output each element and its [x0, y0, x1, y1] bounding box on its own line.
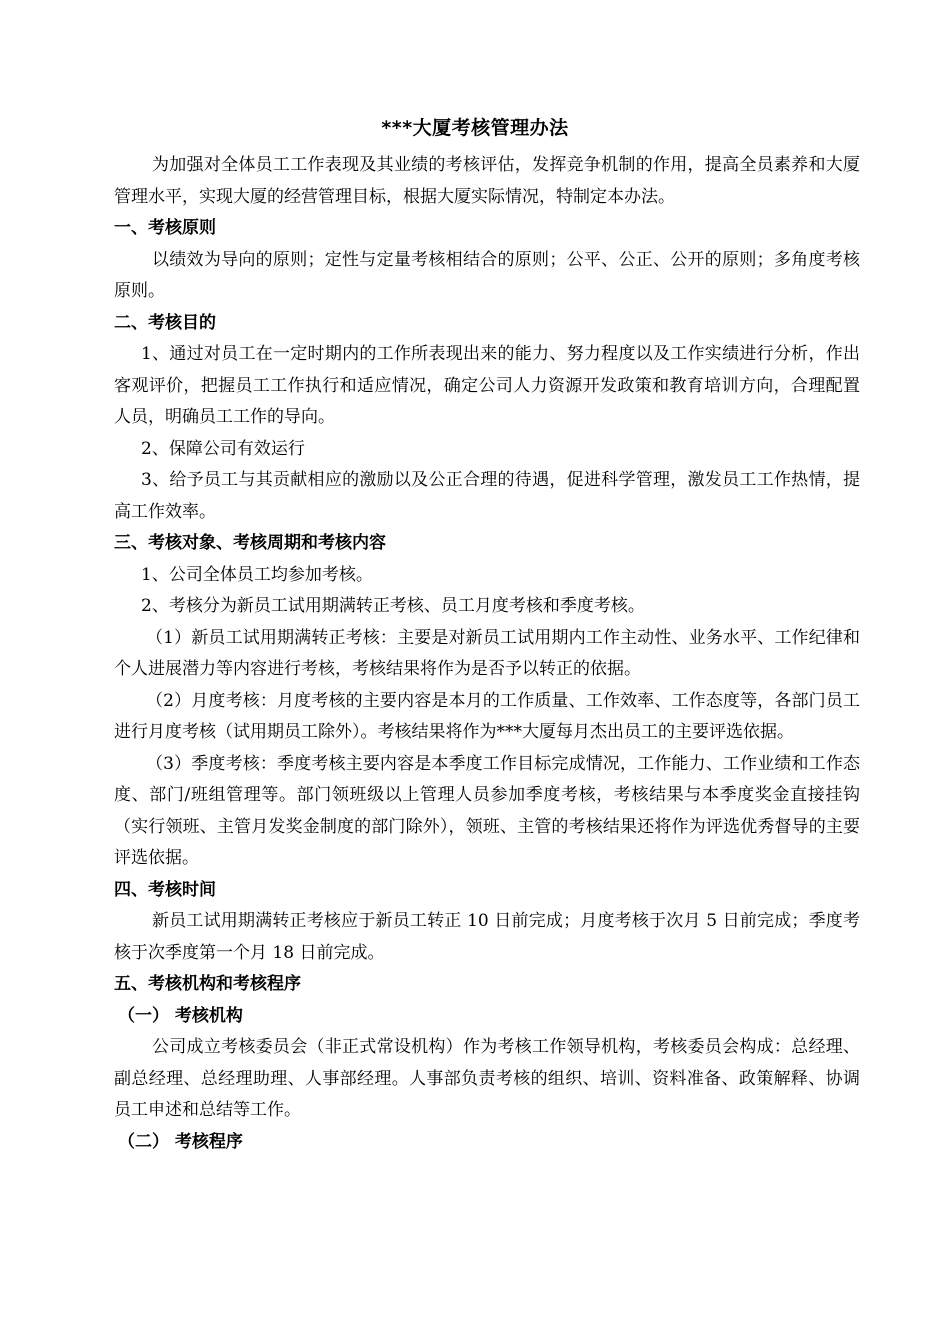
purpose-item-1: 1、通过对员工在一定时期内的工作所表现出来的能力、努力程度以及工作实绩进行分析，作出客观评价，把握员工工作执行和适应情况，确定公司人力资源开发政策和教育培训方向，合理配置人员，明确员工工作的导向。 [114, 344, 860, 427]
section-heading-organization: 五、考核机构和考核程序 [114, 974, 301, 994]
scope-sub-2: （2）月度考核：月度考核的主要内容是本月的工作质量、工作效率、工作态度等，各部门员工进行月度考核（试用期员工除外）。考核结果将作为***大厦每月杰出员工的主要评选依据。 [114, 690, 860, 742]
scope-sub-3: （3）季度考核：季度考核主要内容是本季度工作目标完成情况，工作能力、工作业绩和工作态度、部门/班组管理等。部门领班级以上管理人员参加季度考核，考核结果与本季度奖金直接挂钩（实行领班、主管月发奖金制度的部门除外），领班、主管的考核结果还将作为评选优秀督导的主要评选依据。 [114, 753, 860, 868]
intro-paragraph: 为加强对全体员工工作表现及其业绩的考核评估，发挥竞争机制的作用，提高全员素养和大厦管理水平，实现大厦的经营管理目标，根据大厦实际情况，特制定本办法。 [114, 155, 860, 207]
scope-item-2: 2、考核分为新员工试用期满转正考核、员工月度考核和季度考核。 [141, 596, 645, 616]
purpose-item-3: 3、给予员工与其贡献相应的激励以及公正合理的待遇，促进科学管理，激发员工工作热情，提高工作效率。 [114, 470, 860, 522]
section-heading-scope: 三、考核对象、考核周期和考核内容 [114, 533, 386, 553]
timing-paragraph: 新员工试用期满转正考核应于新员工转正 10 日前完成；月度考核于次月 5 日前完成；季度考核于次季度第一个月 18 日前完成。 [114, 911, 860, 963]
document-title: ***大厦考核管理办法 [381, 117, 569, 139]
principles-paragraph: 以绩效为导向的原则；定性与定量考核相结合的原则；公平、公正、公开的原则；多角度考核原则。 [114, 249, 860, 301]
organization-paragraph: 公司成立考核委员会（非正式常设机构）作为考核工作领导机构，考核委员会构成：总经理、副总经理、总经理助理、人事部经理。人事部负责考核的组织、培训、资料准备、政策解释、协调员工申述和总结等工作。 [114, 1037, 860, 1120]
section-heading-principles: 一、考核原则 [114, 218, 216, 238]
subsection-heading-organization: （一） 考核机构 [118, 1005, 243, 1026]
scope-item-1: 1、公司全体员工均参加考核。 [141, 564, 373, 585]
purpose-item-2: 2、保障公司有效运行 [141, 438, 305, 459]
section-heading-purpose: 二、考核目的 [114, 312, 216, 333]
scope-sub-1: （1）新员工试用期满转正考核：主要是对新员工试用期内工作主动性、业务水平、工作纪律和个人进展潜力等内容进行考核，考核结果将作为是否予以转正的依据。 [114, 627, 860, 679]
section-heading-timing: 四、考核时间 [114, 879, 216, 900]
subsection-heading-procedure: （二） 考核程序 [118, 1131, 243, 1152]
document-body [114, 150, 860, 1158]
